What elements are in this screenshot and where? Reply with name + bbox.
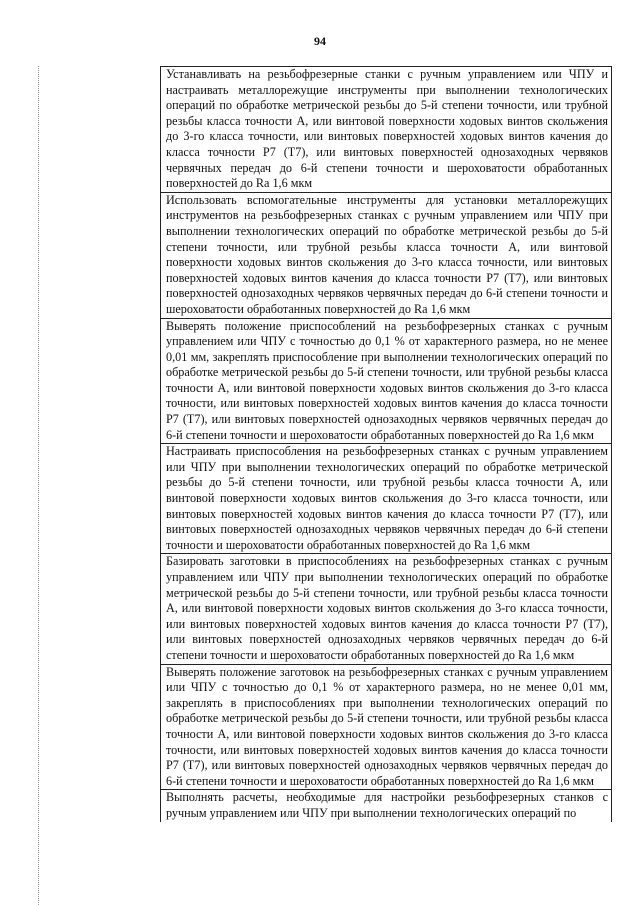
table-row: Выполнять расчеты, необходимые для настройки резьбофрезерных станков с ручным управлением или ЧПУ при выполнении технологических операций по: [160, 790, 612, 821]
skills-table: [160, 66, 612, 822]
table-row: Базировать заготовки в приспособлениях на резьбофрезерных станках с ручным управлением или ЧПУ при выполнении технологических операций по обработке метрической резьбы до 5-й степени точности, или трубной резьбы класса точности А, или винтовой поверхности ходовых винтов скольжения до 3-го класса точности, или винтовых поверхностей ходовых винтов качения до класса точности Р7 (Т7), или винтовых поверхностей однозаходных червяков червячных передач до 6-й степени точности и шероховатости обработанных поверхностей до Ra 1,6 мкм: [160, 554, 612, 664]
table-row: Устанавливать на резьбофрезерные станки с ручным управлением или ЧПУ и настраивать металлорежущие инструменты при выполнении технологических операций по обработке метрической резьбы до 5-й степени точности, или трубной резьбы класса точности А, или винтовой поверхности ходовых винтов скольжения до 3-го класса точности, или винтовых поверхностей ходовых винтов качения до класса точности Р7 (Т7), или винтовых поверхностей однозаходных червяков червячных передач до 6-й степени точности и шероховатости обработанных поверхностей до Ra 1,6 мкм: [160, 67, 612, 193]
left-margin-rule: [38, 66, 39, 905]
table-row: Использовать вспомогательные инструменты для установки металлорежущих инструментов на резьбофрезерных станках с ручным управлением или ЧПУ при выполнении технологических операций по обработке метрической резьбы до 5-й степени точности, или трубной резьбы класса точности А, или винтовой поверхности ходовых винтов скольжения до 3-го класса точности, или винтовых поверхностей ходовых винтов качения до класса точности Р7 (Т7), или винтовых поверхностей однозаходных червяков червячных передач до 6-й степени точности и шероховатости обработанных поверхностей до Ra 1,6 мкм: [160, 193, 612, 319]
table-row: Настраивать приспособления на резьбофрезерных станках с ручным управлением или ЧПУ при выполнении технологических операций по обработке метрической резьбы до 5-й степени точности, или трубной резьбы класса точности А, или винтовой поверхности ходовых винтов скольжения до 3-го класса точности, или винтовых поверхностей ходовых винтов качения до класса точности Р7 (Т7), или винтовых поверхностей однозаходных червяков червячных передач до 6-й степени точности и шероховатости обработанных поверхностей до Ra 1,6 мкм: [160, 444, 612, 554]
page-number: 94: [314, 34, 326, 48]
table-row: Выверять положение заготовок на резьбофрезерных станках с ручным управлением или ЧПУ с точностью до 0,1 % от характерного размера, но не менее 0,01 мм, закреплять в приспособлениях при выполнении технологических операций по обработке метрической резьбы до 5-й степени точности, или трубной резьбы класса точности А, или винтовой поверхности ходовых винтов скольжения до 3-го класса точности, или винтовых поверхностей ходовых винтов качения до класса точности Р7 (Т7), или винтовых поверхностей однозаходных червяков червячных передач до 6-й степени точности и шероховатости обработанных поверхностей до Ra 1,6 мкм: [160, 665, 612, 791]
table-row: Выверять положение приспособлений на резьбофрезерных станках с ручным управлением или ЧПУ с точностью до 0,1 % от характерного размера, но не менее 0,01 мм, закреплять приспособление при выполнении технологических операций по обработке метрической резьбы до 5-й степени точности, или трубной резьбы класса точности А, или винтовой поверхности ходовых винтов скольжения до 3-го класса точности, или винтовых поверхностей ходовых винтов качения до класса точности Р7 (Т7), или винтовых поверхностей однозаходных червяков червячных передач до 6-й степени точности и шероховатости обработанных поверхностей до Ra 1,6 мкм: [160, 319, 612, 445]
